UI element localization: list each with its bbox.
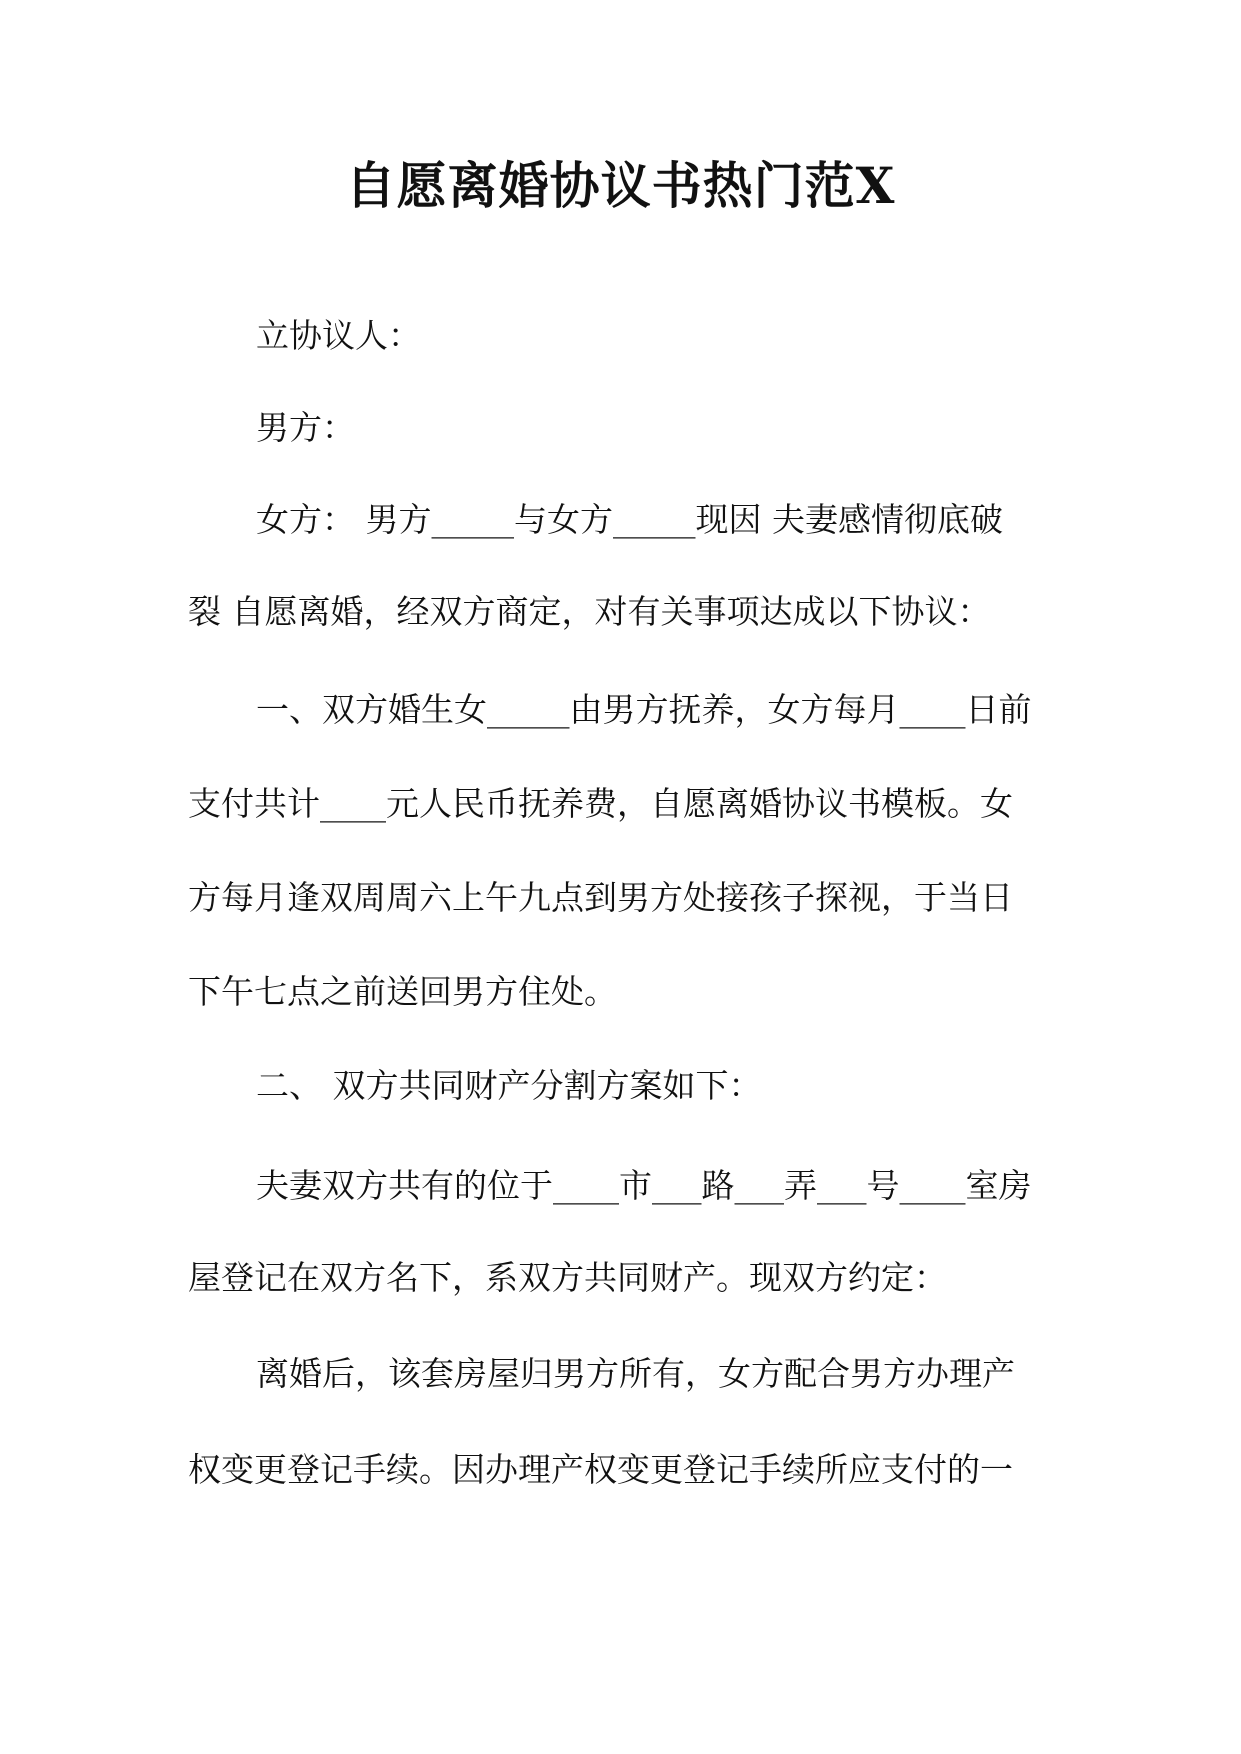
text-line: 女方： 男方_____与女方_____现因 夫妻感情彻底破 <box>256 500 1003 539</box>
text-line: 男方： <box>256 408 355 447</box>
text-line: 下午七点之前送回男方住处。 <box>188 972 617 1011</box>
text-line: 离婚后，该套房屋归男方所有，女方配合男方办理产 <box>256 1354 1015 1393</box>
text-line: 屋登记在双方名下，系双方共同财产。现双方约定： <box>188 1258 947 1297</box>
text-line: 一、双方婚生女_____由男方抚养，女方每月____日前 <box>256 690 1032 729</box>
text-line: 权变更登记手续。因办理产权变更登记手续所应支付的一 <box>188 1450 1013 1489</box>
text-line: 支付共计____元人民币抚养费，自愿离婚协议书模板。女 <box>188 784 1013 823</box>
text-line: 方每月逢双周周六上午九点到男方处接孩子探视，于当日 <box>188 878 1013 917</box>
text-line: 裂 自愿离婚，经双方商定，对有关事项达成以下协议： <box>188 592 991 631</box>
text-line: 立协议人： <box>256 316 421 355</box>
document-title: 自愿离婚协议书热门范X <box>345 156 896 215</box>
text-line: 夫妻双方共有的位于____市___路___弄___号____室房 <box>256 1166 1032 1205</box>
text-line: 二、 双方共同财产分割方案如下： <box>256 1066 762 1105</box>
